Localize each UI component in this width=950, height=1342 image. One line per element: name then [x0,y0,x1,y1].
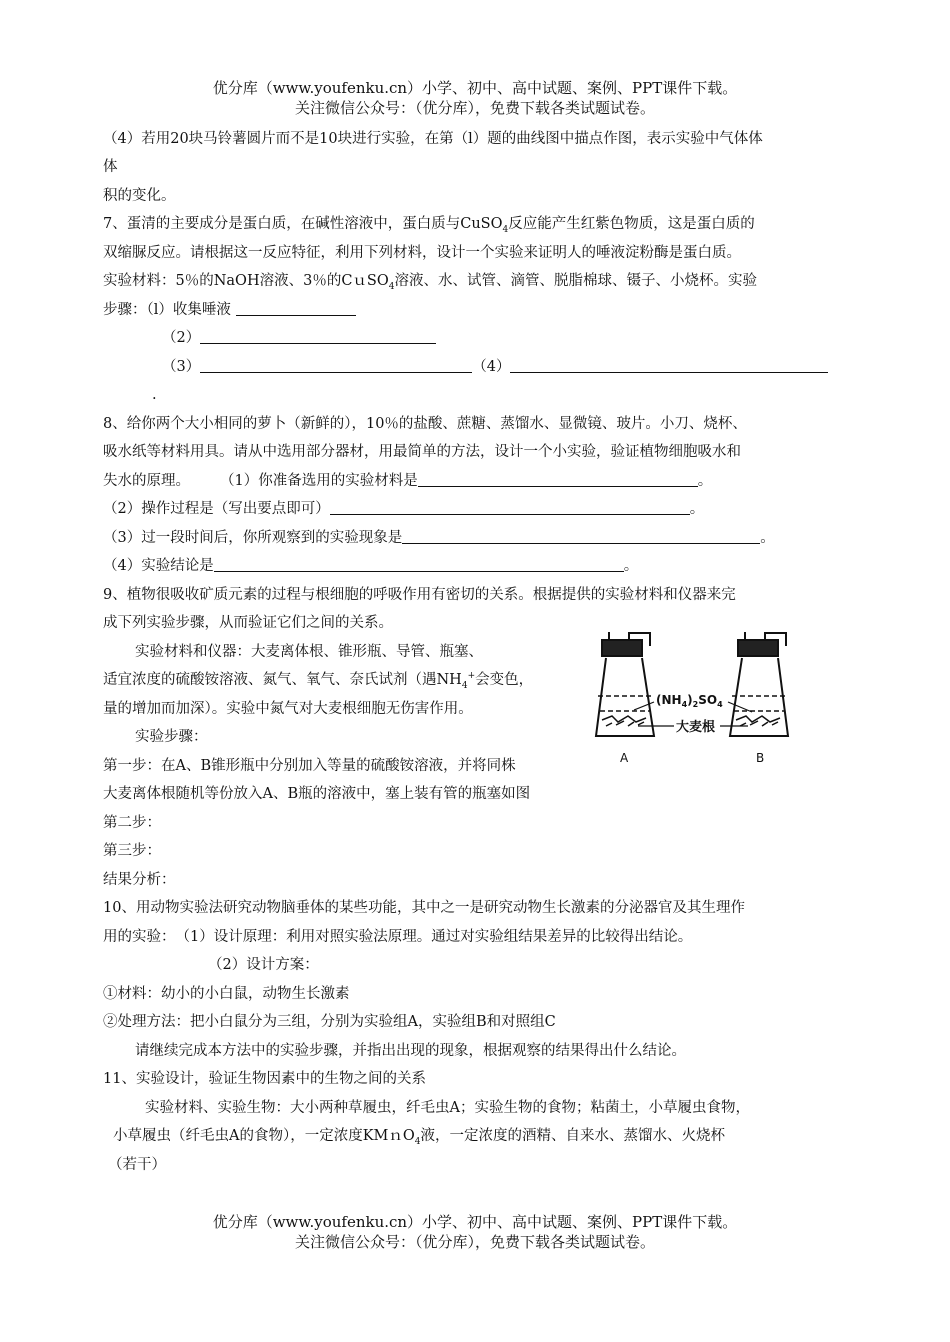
q11-line-1: 11、实验设计，验证生物因素中的生物之间的关系 [103,1071,426,1087]
q8-line-3: 失水的原理。 （1）你准备选用的实验材料是 。 [103,473,713,489]
q9-line-1: 9、植物很吸收矿质元素的过程与根细胞的呼吸作用有密切的关系。根据提供的实验材料和仪器来完 [103,587,736,603]
footer-line-2: 关注微信公众号：（优分库），免费下载各类试题试卷。 [294,1233,655,1251]
q8-line-5: （3）过一段时间后，你所观察到的实验现象是 。 [103,530,775,546]
q8-line-2: 吸水纸等材料用具。请从中选用部分器材，用最简单的方法，设计一个小实验，验证植物细胞吸水和 [103,444,741,460]
solution-leader-line-b [728,702,752,712]
q6-line-1: （4）若用20块马铃薯圆片而不是10块进行实验，在第（l）题的曲线图中描点作图，表示实验中气体体 [103,131,763,147]
q8-procedure-blank[interactable] [330,499,690,515]
q9-line-2: 成下列实验步骤，从而验证它们之间的关系。 [103,615,393,631]
solution-leader-line [634,702,654,710]
q8-conclusion-blank[interactable] [214,556,624,572]
q7-step-3-4: （3） （4） [162,357,828,377]
flask-diagram [592,632,837,772]
q8-line-4: （2）操作过程是（写出要点即可） 。 [103,501,705,517]
q10-line-4: ①材料：幼小的小白鼠，动物生长激素 [103,986,350,1002]
q7-dot: . [152,387,157,403]
q8-line-6: （4）实验结论是 。 [103,558,639,574]
header-line-2: 关注微信公众号：（优分库），免费下载各类试题试卷。 [294,99,655,117]
q6-line-2: 体 [103,159,118,175]
q7-step-1: 步骤：（l）收集唾液 [103,300,356,320]
q11-line-3: 小草履虫（纤毛虫A的食物），一定浓度KMｎO$_4$液，一定浓度的酒精、自来水、蒸馏水、火烧杯 [113,1128,726,1147]
q8-phenomenon-blank[interactable] [402,528,760,544]
q9-line-3: 实验材料和仪器：大麦离体根、锥形瓶、导管、瓶塞、 [135,644,483,660]
q8-materials-blank[interactable] [418,471,698,487]
q11-line-2: 实验材料、实验生物：大小两种草履虫，纤毛虫A；实验生物的食物；粘菌土，小草履虫食物， [145,1100,750,1116]
flask-b-label: B [756,751,765,765]
flask-a-label: A [620,751,629,765]
q11-line-4: （若干） [108,1157,166,1173]
flask-b [730,632,788,736]
q6-line-3: 积的变化。 [103,188,176,204]
q9-line-5: 量的增加而加深）。实验中氮气对大麦根细胞无伤害作用。 [103,701,473,717]
q9-line-8: 大麦离体根随机等份放入A、B瓶的溶液中，塞上装有管的瓶塞如图 [103,786,531,802]
q9-line-9: 第二步： [103,815,161,831]
q8-line-1: 8、给你两个大小相同的萝卜（新鲜的），10％的盐酸、蔗糖、蒸馏水、显微镜、玻片。小刀、烧杯、 [103,416,747,432]
q10-line-3: （2）设计方案： [208,957,319,973]
q7-line-1: 7、蛋清的主要成分是蛋白质，在碱性溶液中，蛋白质与CuSO$_4$反应能产生红紫色物质，这是蛋白质的 [103,216,755,235]
q9-line-11: 结果分析： [103,872,176,888]
q7-step-2-blank[interactable] [200,328,436,344]
q10-line-2: 用的实验： （1）设计原理：利用对照实验法原理。通过对实验组结果差异的比较得出结论。 [103,929,693,945]
q10-line-6: 请继续完成本方法中的实验步骤，并指出出现的现象，根据观察的结果得出什么结论。 [135,1043,686,1059]
q7-step-3-blank[interactable] [200,357,472,373]
flask-a [596,632,654,736]
q7-step-4-blank[interactable] [510,357,828,373]
q9-line-7: 第一步：在A、B锥形瓶中分别加入等量的硫酸铵溶液，并将同株 [103,758,516,774]
q10-line-1: 10、用动物实验法研究动物脑垂体的某些功能，其中之一是研究动物生长激素的分泌器官及其生理作 [103,900,745,916]
q7-step-1-blank[interactable] [236,300,356,316]
root-label: 大麦根 [676,720,716,735]
q10-line-5: ②处理方法：把小白鼠分为三组，分别为实验组A，实验组B和对照组C [103,1014,556,1030]
q7-line-2: 双缩脲反应。请根据这一反应特征，利用下列材料，设计一个实验来证明人的唾液淀粉酶是蛋白质。 [103,245,741,261]
q7-step-2: （2） [162,328,436,348]
footer-line-1: 优分库（www.youfenku.cn）小学、初中、高中试题、案例、PPT课件下载。 [212,1213,738,1231]
q9-line-4: 适宜浓度的硫酸铵溶液、氮气、氧气、奈氏试剂（遇$NH_4^+$会变色， [103,671,534,691]
q7-line-3: 实验材料：5％的NaOH溶液、3％的CｕSO$_4$溶液、水、试管、滴管、脱脂棉球、镊子、小烧杯。实验 [103,273,757,292]
q9-line-10: 第三步： [103,843,161,859]
solution-label: $(NH_4)_2SO_4$ [656,693,723,709]
header-line-1: 优分库（www.youfenku.cn）小学、初中、高中试题、案例、PPT课件下载。 [212,79,738,97]
q9-line-6: 实验步骤： [135,729,208,745]
